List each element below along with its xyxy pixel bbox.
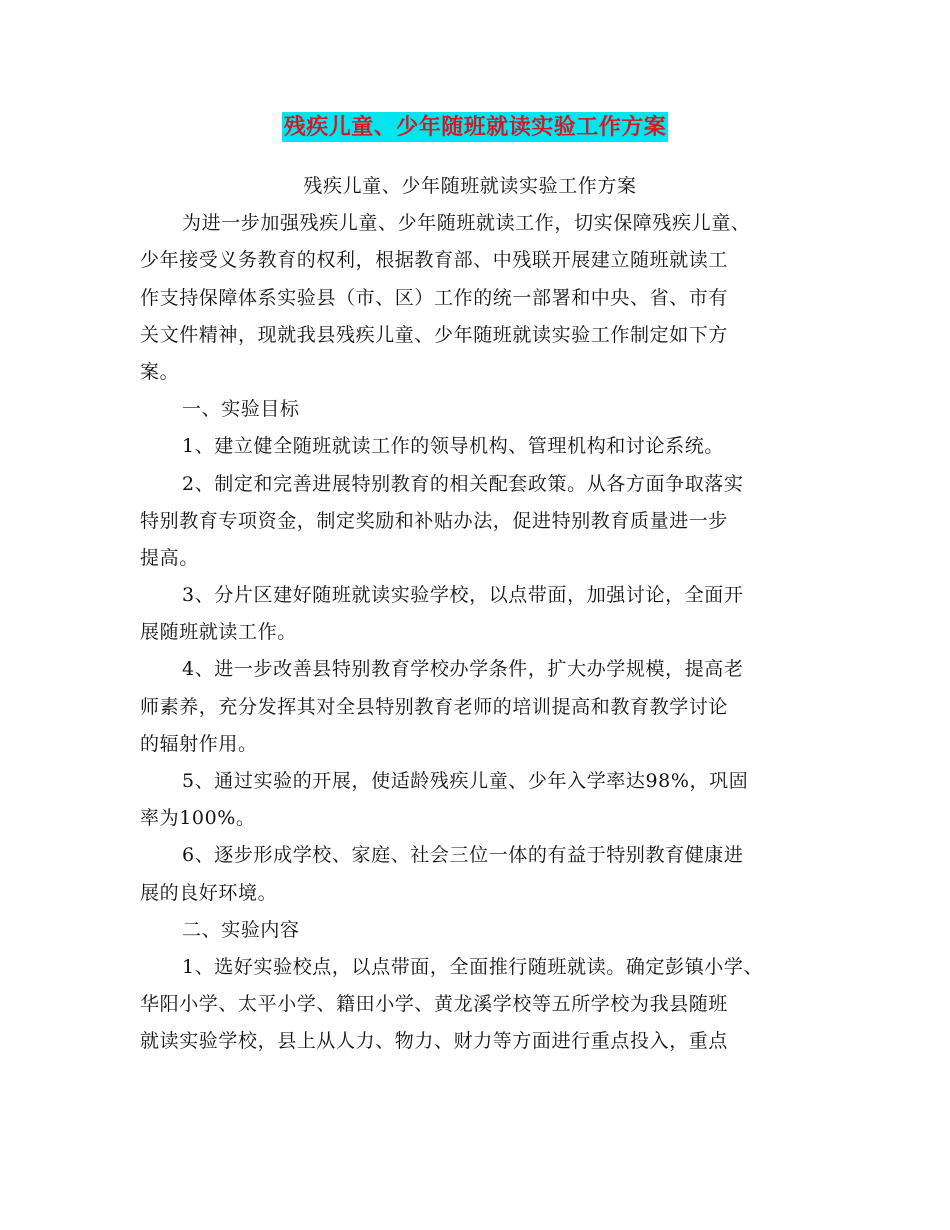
document-subtitle: 残疾儿童、少年随班就读实验工作方案	[303, 175, 637, 197]
text-line: 关文件精神，现就我县残疾儿童、少年随班就读实验工作制定如下方	[140, 323, 729, 346]
text-line: 2、制定和完善进展特别教育的相关配套政策。从各方面争取落实	[182, 472, 744, 495]
text-line: 案。	[140, 360, 180, 383]
text-line: 少年接受义务教育的权利，根据教育部、中残联开展建立随班就读工	[140, 249, 729, 272]
text-line: 1、建立健全随班就读工作的领导机构、管理机构和讨论系统。	[182, 435, 724, 458]
text-line: 师素养，充分发挥其对全县特别教育老师的培训提高和教育教学讨论	[140, 695, 729, 718]
text-line: 5、通过实验的开展，使适龄残疾儿童、少年入学率达98%，巩固	[182, 770, 749, 792]
document-title: 残疾儿童、少年随班就读实验工作方案	[283, 114, 667, 140]
text-line: 特别教育专项资金，制定奖励和补贴办法，促进特别教育质量进一步	[140, 509, 729, 532]
text-line: 作支持保障体系实验县（市、区）工作的统一部署和中央、省、市有	[140, 286, 729, 309]
text-line: 率为100%。	[140, 807, 256, 830]
text-line: 1、选好实验校点，以点带面，全面推行随班就读。确定彭镇小学、	[182, 955, 764, 978]
paragraph-lines	[140, 205, 830, 1060]
text-line: 为进一步加强残疾儿童、少年随班就读工作，切实保障残疾儿童、	[182, 212, 751, 235]
text-line: 3、分片区建好随班就读实验学校，以点带面，加强讨论，全面开	[182, 584, 744, 607]
text-line: 展随班就读工作。	[140, 621, 297, 644]
text-line: 华阳小学、太平小学、籍田小学、黄龙溪学校等五所学校为我县随班	[140, 993, 729, 1016]
text-line: 的辐射作用。	[140, 732, 258, 755]
text-line: 4、进一步改善县特别教育学校办学条件，扩大办学规模，提高老	[182, 658, 744, 681]
text-line: 提高。	[140, 546, 199, 569]
text-line: 二、实验内容	[182, 918, 300, 941]
text-line: 展的良好环境。	[140, 881, 278, 904]
text-line: 一、实验目标	[182, 398, 300, 421]
document-body	[140, 168, 830, 1061]
title-container	[0, 112, 950, 142]
text-line: 就读实验学校，县上从人力、物力、财力等方面进行重点投入，重点	[140, 1030, 729, 1053]
text-line: 6、逐步形成学校、家庭、社会三位一体的有益于特别教育健康进	[182, 844, 744, 867]
